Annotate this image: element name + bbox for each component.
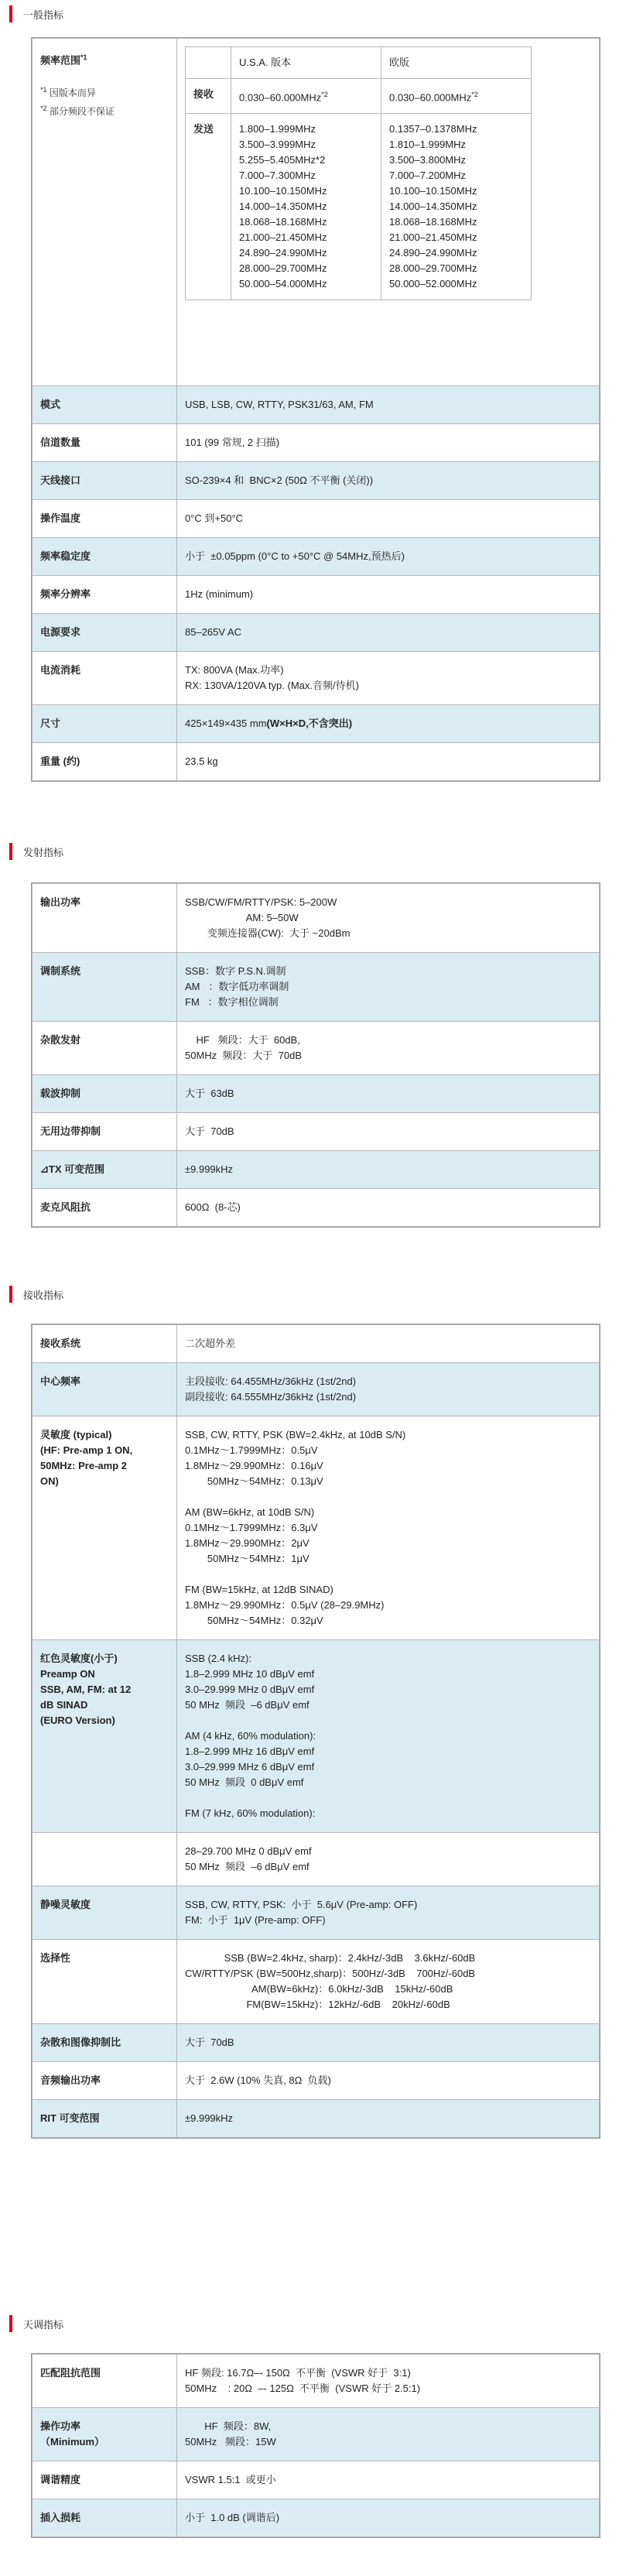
section-heading-rx <box>9 1285 63 1303</box>
value-text: HF 频段：大于 60dB, 50MHz 频段：大于 70dB <box>185 1034 302 1061</box>
freq-band: 24.890–24.990MHz <box>239 247 327 259</box>
value-text: 1Hz (minimum) <box>185 588 254 600</box>
freq-band: 3.500–3.800MHz <box>389 154 467 166</box>
row-label: 电流消耗 <box>32 652 177 705</box>
row-label: 中心频率 <box>32 1363 177 1416</box>
value-text: SO-239×4 和 BNC×2 (50Ω 不平衡 (关闭)) <box>185 474 374 486</box>
table-cell <box>381 79 532 114</box>
row-value <box>177 2499 600 2537</box>
row-label: 音频输出功率 <box>32 2062 177 2100</box>
freq-band: 5.255–5.405MHz*2 <box>239 154 326 166</box>
table-row <box>32 2024 600 2062</box>
table-row <box>32 1113 600 1151</box>
row-label: 发送 <box>186 114 231 300</box>
section-title: 接收指标 <box>23 1289 64 1301</box>
value-text: 大于 63dB <box>185 1088 234 1099</box>
section-title: 一般指标 <box>23 9 64 21</box>
table-row <box>32 1416 600 1640</box>
row-value <box>177 424 600 462</box>
value-text: 主段接收: 64.455MHz/36kHz (1st/2nd) 副段接收: 64.555MHz/36kHz (1st/2nd) <box>185 1375 357 1403</box>
row-label: 接收系统 <box>32 1325 177 1363</box>
value-text: SSB：数字 P.S.N.调制 AM ：数字低功率调制 FM ：数字相位调制 <box>185 965 289 1008</box>
footnote-text: 部分频段不保证 <box>49 106 115 118</box>
row-value <box>177 1325 600 1363</box>
row-label: 匹配阻抗范围 <box>32 2355 177 2408</box>
table-row <box>32 2408 600 2461</box>
row-label: 调制系统 <box>32 953 177 1022</box>
freq-band: 21.000–21.450MHz <box>239 231 327 244</box>
row-label: 频率分辨率 <box>32 576 177 614</box>
section-heading-tx <box>9 842 63 861</box>
table-row <box>32 743 600 781</box>
footnote-mark: *1 <box>40 86 47 94</box>
value-text: HF 频段: 16.7Ω–- 150Ω 不平衡 (VSWR 好于 3:1) 50MHz : 20Ω –- 125Ω 不平衡 (VSWR 好于 2.5:1) <box>185 2367 421 2394</box>
row-label: 重量 (约) <box>32 743 177 781</box>
table-row <box>32 2062 600 2100</box>
freq-band: 50.000–52.000MHz <box>389 278 477 290</box>
value-text: USB, LSB, CW, RTTY, PSK31/63, AM, FM <box>185 399 374 410</box>
row-label: 灵敏度 (typical) (HF: Pre-amp 1 ON, 50MHz: Pre-amp 2 ON) <box>32 1416 177 1640</box>
section-accent-bar <box>9 1286 12 1303</box>
freq-band: 18.068–18.168MHz <box>239 216 327 228</box>
value-text: VSWR 1.5:1 或更小 <box>185 2474 276 2485</box>
value-text: ±9.999kHz <box>185 1163 234 1175</box>
row-value <box>177 614 600 652</box>
row-value <box>177 1886 600 1940</box>
table-cell <box>381 114 532 300</box>
row-label: 频率稳定度 <box>32 538 177 576</box>
rx-spec-table <box>32 1324 600 2138</box>
freq-band: 10.100–10.150MHz <box>239 185 327 197</box>
table-row <box>32 2100 600 2138</box>
row-value <box>177 884 600 953</box>
row-label: 尺寸 <box>32 705 177 743</box>
freq-band: 10.100–10.150MHz <box>389 185 477 197</box>
table-row <box>32 386 600 424</box>
column-header: U.S.A. 版本 <box>231 47 381 79</box>
row-value <box>177 705 600 743</box>
table-row <box>32 1325 600 1363</box>
row-label: 模式 <box>32 386 177 424</box>
freq-band: 7.000–7.200MHz <box>389 170 467 182</box>
value-text: HF 频段：8W, 50MHz 频段：15W <box>185 2420 276 2448</box>
table-row <box>186 47 532 79</box>
column-header: 欧版 <box>381 47 532 79</box>
row-label: 选择性 <box>32 1940 177 2024</box>
value-text: 大于 2.6W (10% 失真, 8Ω 负载) <box>185 2074 331 2086</box>
row-value <box>177 2100 600 2138</box>
row-value <box>177 743 600 781</box>
value-emphasis: (W×H×D,不含突出) <box>266 718 353 729</box>
footnote-text: 因版本而异 <box>49 87 96 99</box>
value-text: ±9.999kHz <box>185 2112 234 2124</box>
table-cell <box>231 79 381 114</box>
table-row <box>32 1886 600 1940</box>
row-label: 静噪灵敏度 <box>32 1886 177 1940</box>
freq-band: 14.000–14.350MHz <box>239 200 327 213</box>
freq-band: 1.810–1.999MHz <box>389 139 467 151</box>
value-text: 0°C 到+50°C <box>185 512 244 524</box>
freq-band: 0.1357–0.1378MHz <box>389 123 477 135</box>
row-label: 接收 <box>186 79 231 114</box>
row-value <box>177 1363 600 1416</box>
table-row <box>32 1940 600 2024</box>
freq-band: 21.000–21.450MHz <box>389 231 477 244</box>
table-row <box>32 2461 600 2499</box>
value-text: SSB (BW=2.4kHz, sharp)：2.4kHz/-3dB 3.6kHz/-60dB CW/RTTY/PSK (BW=500Hz,sharp)：500Hz/-3dB 700Hz/-60dB AM(BW=6kHz)：6.0kHz/-3dB 15kHz/-60dB FM(BW=15kHz)：12kHz/-6dB 20kHz/-60dB <box>185 1952 476 2010</box>
row-value <box>177 1113 600 1151</box>
value-text: SSB/CW/FM/RTTY/PSK: 5–200W AM: 5–50W 变频连接器(CW): 大于 ~20dBm <box>185 896 351 939</box>
value-text: 425×149×435 mm <box>185 718 267 729</box>
row-label: 操作温度 <box>32 500 177 538</box>
table-row <box>32 2499 600 2537</box>
table-row <box>32 652 600 705</box>
section-title: 发射指标 <box>23 846 64 858</box>
row-label: 信道数量 <box>32 424 177 462</box>
table-row <box>32 614 600 652</box>
section-heading-tuner <box>9 2314 63 2333</box>
value-text: 85–265V AC <box>185 626 242 638</box>
row-value <box>177 386 600 424</box>
footnote-mark: *2 <box>40 104 47 113</box>
table-row <box>32 2355 600 2408</box>
rx-spec-panel <box>31 1324 600 2139</box>
row-value <box>177 1416 600 1640</box>
table-row <box>32 705 600 743</box>
section-title: 天调指标 <box>23 2318 64 2331</box>
freq-band: 3.500–3.999MHz <box>239 139 316 151</box>
table-row <box>186 114 532 300</box>
row-label: 调谐精度 <box>32 2461 177 2499</box>
row-label: 红色灵敏度(小于) Preamp ON SSB, AM, FM: at 12 dB SINAD (EURO Version) <box>32 1640 177 1833</box>
table-row <box>32 462 600 500</box>
row-value <box>177 1151 600 1189</box>
value-text: 小于 1.0 dB (调谐后) <box>185 2512 280 2523</box>
freq-range-cell <box>32 39 177 386</box>
table-row <box>32 1022 600 1075</box>
freq-band: 28.000–29.700MHz <box>389 262 477 275</box>
row-label: 杂散发射 <box>32 1022 177 1075</box>
table-row <box>32 500 600 538</box>
freq-range-table <box>185 46 532 300</box>
tx-spec-table <box>32 883 600 1227</box>
row-value <box>177 1075 600 1113</box>
footnote-mark: *1 <box>80 53 87 61</box>
row-label: 操作功率 （Minimum） <box>32 2408 177 2461</box>
row-label: 电源要求 <box>32 614 177 652</box>
row-value <box>177 2355 600 2408</box>
row-value <box>177 953 600 1022</box>
value-text: 大于 70dB <box>185 1125 234 1137</box>
table-row <box>32 1151 600 1189</box>
table-row <box>32 576 600 614</box>
row-value <box>177 2408 600 2461</box>
row-value <box>177 1189 600 1227</box>
section-accent-bar <box>9 5 12 22</box>
value-text: SSB, CW, RTTY, PSK (BW=2.4kHz, at 10dB S/N) 0.1MHz～1.7999MHz：0.5μV 1.8MHz～29.990MHz：0.16μV 50MHz～54MHz：0.13μV AM (BW=6kHz, at 10dB S/N) 0.1MHz～1.7999MHz：6.3μV 1.8MHz～29.990MHz：2μV 50MHz～54MHz：1μV FM (BW=15kHz, at 12dB SINAD) 1.8MHz～29.990MHz：0.5μV (28–29.9MHz) 50MHz～54MHz：0.32μV <box>185 1429 406 1626</box>
table-row <box>32 1189 600 1227</box>
freq-band: 1.800–1.999MHz <box>239 123 316 135</box>
row-value <box>177 2461 600 2499</box>
freq-band: 18.068–18.168MHz <box>389 216 477 228</box>
freq-band: 50.000–54.000MHz <box>239 278 327 290</box>
row-label: 频率范围 <box>40 54 81 67</box>
table-row <box>32 39 600 386</box>
row-value <box>177 652 600 705</box>
footnote-mark: *2 <box>471 91 478 98</box>
table-row <box>32 1075 600 1113</box>
table-row <box>32 1640 600 1833</box>
table-row <box>32 424 600 462</box>
row-value <box>177 576 600 614</box>
freq-band: 14.000–14.350MHz <box>389 200 477 213</box>
section-accent-bar <box>9 2315 12 2332</box>
value-text: 600Ω (8-芯) <box>185 1201 241 1213</box>
table-row <box>186 79 532 114</box>
row-label: 插入损耗 <box>32 2499 177 2537</box>
row-value <box>177 2024 600 2062</box>
row-value <box>177 538 600 576</box>
value-text: 二次超外差 <box>185 1338 236 1349</box>
row-label: 麦克风阻抗 <box>32 1189 177 1227</box>
row-value <box>177 462 600 500</box>
tuner-spec-panel <box>31 2353 600 2538</box>
footnotes <box>40 82 169 119</box>
row-value <box>177 2062 600 2100</box>
row-value <box>177 1833 600 1886</box>
value-text: 28–29.700 MHz 0 dBμV emf 50 MHz 频段 –6 dBμV emf <box>185 1845 312 1872</box>
value-text: 23.5 kg <box>185 755 218 767</box>
row-label: 无用边带抑制 <box>32 1113 177 1151</box>
value-text: 小于 ±0.05ppm (0°C to +50°C @ 54MHz,预热后) <box>185 550 405 562</box>
value-text: 大于 70dB <box>185 2036 234 2048</box>
value-text: 101 (99 常规, 2 扫描) <box>185 437 280 448</box>
value-text: SSB, CW, RTTY, PSK: 小于 5.6μV (Pre-amp: OFF) FM: 小于 1μV (Pre-amp: OFF) <box>185 1899 418 1926</box>
row-label: 输出功率 <box>32 884 177 953</box>
table-row <box>32 1363 600 1416</box>
section-accent-bar <box>9 843 12 860</box>
value-text: TX: 800VA (Max.功率) RX: 130VA/120VA typ. (Max.音频/待机) <box>185 664 359 691</box>
row-label: 杂散和图像抑制比 <box>32 2024 177 2062</box>
value-text: SSB (2.4 kHz): 1.8–2.999 MHz 10 dBμV emf 3.0–29.999 MHz 0 dBμV emf 50 MHz 频段 –6 dBμV emf AM (4 kHz, 60% modulation): 1.8–2.999 MHz 16 dBμV emf 3.0–29.999 MHz 6 dBμV emf 50 MHz 频段 0 dBμV emf FM (7 kHz, 60% modulation): <box>185 1653 316 1819</box>
freq-band: 24.890–24.990MHz <box>389 247 477 259</box>
row-label: ⊿TX 可变范围 <box>32 1151 177 1189</box>
row-value <box>177 1640 600 1833</box>
general-spec-table <box>32 38 600 781</box>
cell-text: 0.030–60.000MHz <box>389 91 472 104</box>
table-row <box>32 953 600 1022</box>
freq-corner-cell <box>186 47 231 79</box>
row-value <box>177 1940 600 2024</box>
footnote-mark: *2 <box>321 91 328 98</box>
table-row <box>32 538 600 576</box>
tuner-spec-table <box>32 2354 600 2537</box>
row-value <box>177 1022 600 1075</box>
cell-text: 0.030–60.000MHz <box>239 91 322 104</box>
tx-spec-panel <box>31 882 600 1228</box>
table-cell <box>231 114 381 300</box>
row-value <box>177 500 600 538</box>
freq-range-value-cell <box>177 39 600 386</box>
table-row <box>32 884 600 953</box>
row-label: 载波抑制 <box>32 1075 177 1113</box>
row-label: RIT 可变范围 <box>32 2100 177 2138</box>
row-label: 天线接口 <box>32 462 177 500</box>
table-row <box>32 1833 600 1886</box>
general-spec-panel <box>31 37 600 782</box>
section-heading-general <box>9 5 63 23</box>
freq-band: 28.000–29.700MHz <box>239 262 327 275</box>
freq-band: 7.000–7.300MHz <box>239 170 316 182</box>
row-label <box>32 1833 177 1886</box>
